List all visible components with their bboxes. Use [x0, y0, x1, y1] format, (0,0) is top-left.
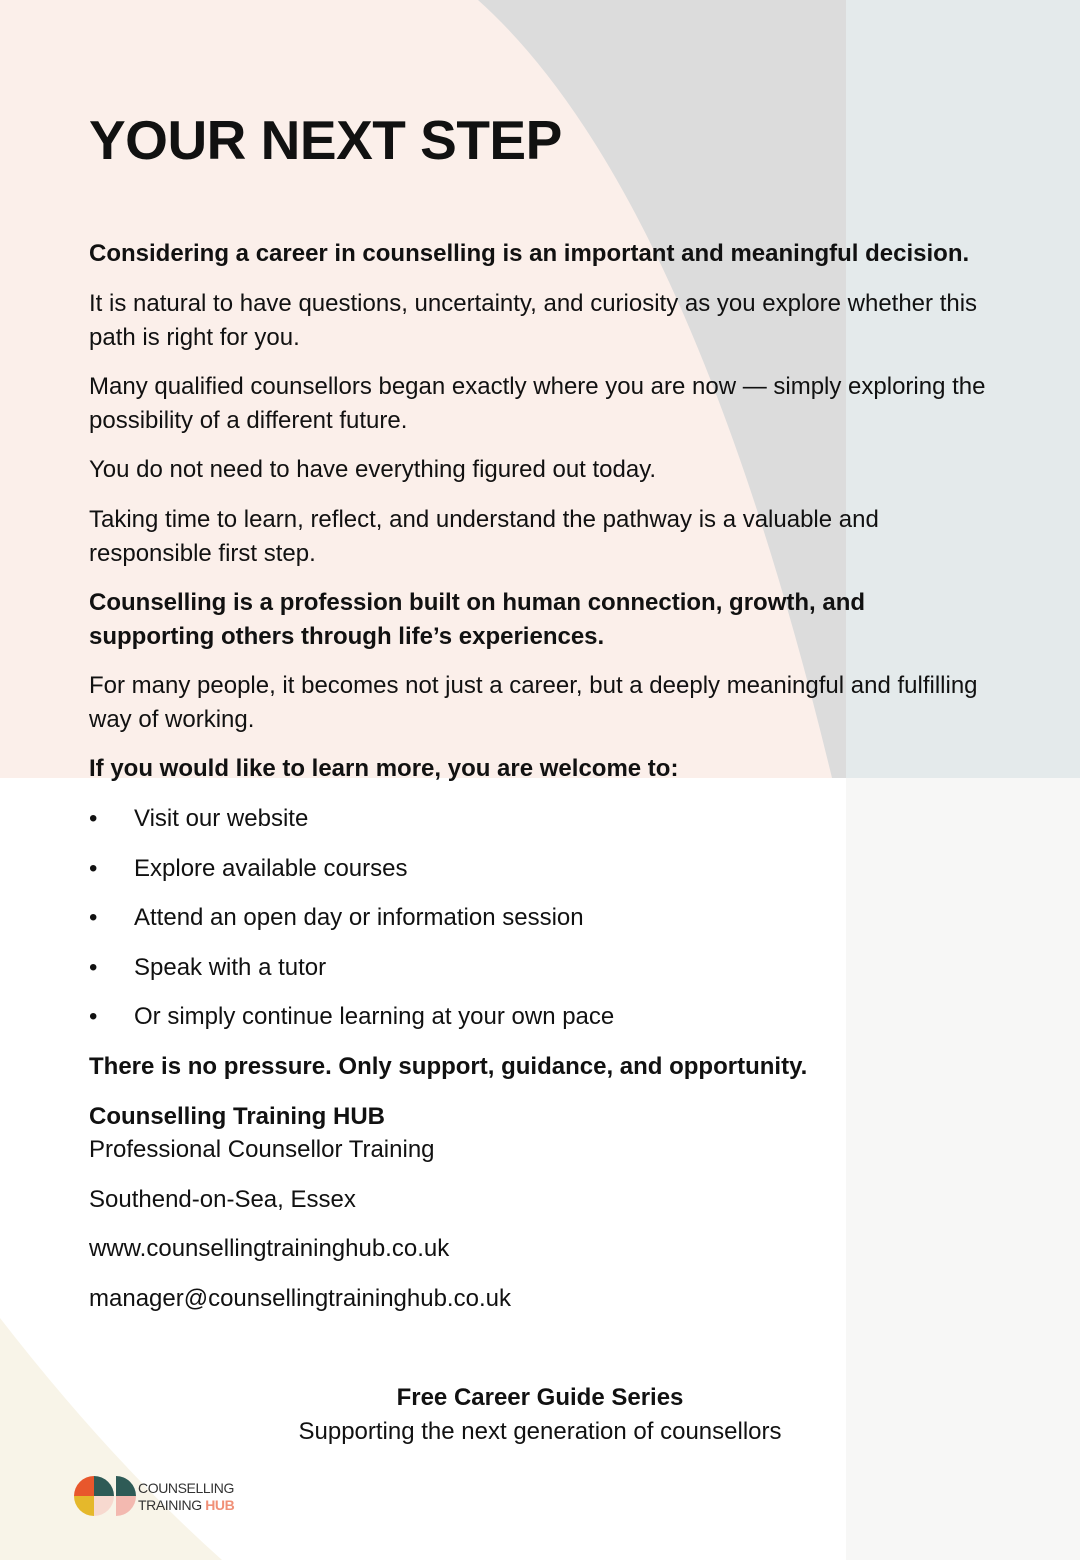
logo-text-line1: COUNSELLING [138, 1480, 234, 1496]
paragraph-figured-out: You do not need to have everything figured out today. [89, 456, 657, 483]
brand-logo [72, 1474, 252, 1518]
list-item-text: Or simply continue learning at your own pace [134, 1003, 615, 1031]
org-name: Counselling Training HUB [89, 1103, 386, 1130]
org-location: Southend-on-Sea, Essex [89, 1186, 356, 1213]
page-title: YOUR NEXT STEP [89, 109, 562, 171]
list-item-text: Visit our website [134, 805, 309, 832]
bullet-icon: • [89, 953, 98, 981]
list-item-text: Attend an open day or information session [134, 904, 584, 932]
series-slogan: Supporting the next generation of counsellors [298, 1418, 782, 1445]
bullet-icon: • [89, 854, 98, 882]
logo-mark-icon [72, 1474, 138, 1518]
bullet-icon: • [89, 1003, 98, 1031]
highlight-paragraph: Counselling is a profession built on human connection, growth, and supporting others through life’s experiences. [89, 589, 866, 650]
paragraph-many-counsellors: Many qualified counsellors began exactly where you are now — simply exploring the possibility of a different future. [89, 373, 986, 434]
paragraph-taking-time: Taking time to learn, reflect, and understand the pathway is a valuable and responsible first step. [89, 506, 879, 567]
bullet-icon: • [89, 805, 98, 832]
logo-text-training: TRAINING [138, 1497, 206, 1513]
list-intro: If you would like to learn more, you are welcome to: [89, 755, 679, 782]
logo-text-hub: HUB [205, 1497, 235, 1513]
list-item-text: Speak with a tutor [134, 953, 327, 981]
series-title: Free Career Guide Series [396, 1384, 684, 1411]
org-subtitle: Professional Counsellor Training [89, 1136, 435, 1163]
tagline: There is no pressure. Only support, guidance, and opportunity. [89, 1053, 808, 1080]
lead-paragraph: Considering a career in counselling is an important and meaningful decision. [89, 240, 970, 267]
paragraph-questions: It is natural to have questions, uncertainty, and curiosity as you explore whether this path is right for you. [89, 290, 978, 351]
list-item-text: Explore available courses [134, 854, 408, 882]
email-link[interactable]: manager@counsellingtraininghub.co.uk [89, 1285, 511, 1312]
bullet-icon: • [89, 904, 98, 932]
logo-text-line2 [138, 1497, 234, 1513]
website-link[interactable]: www.counsellingtraininghub.co.uk [89, 1235, 450, 1262]
paragraph-fulfilling: For many people, it becomes not just a career, but a deeply meaningful and fulfilling way of working. [89, 672, 978, 733]
